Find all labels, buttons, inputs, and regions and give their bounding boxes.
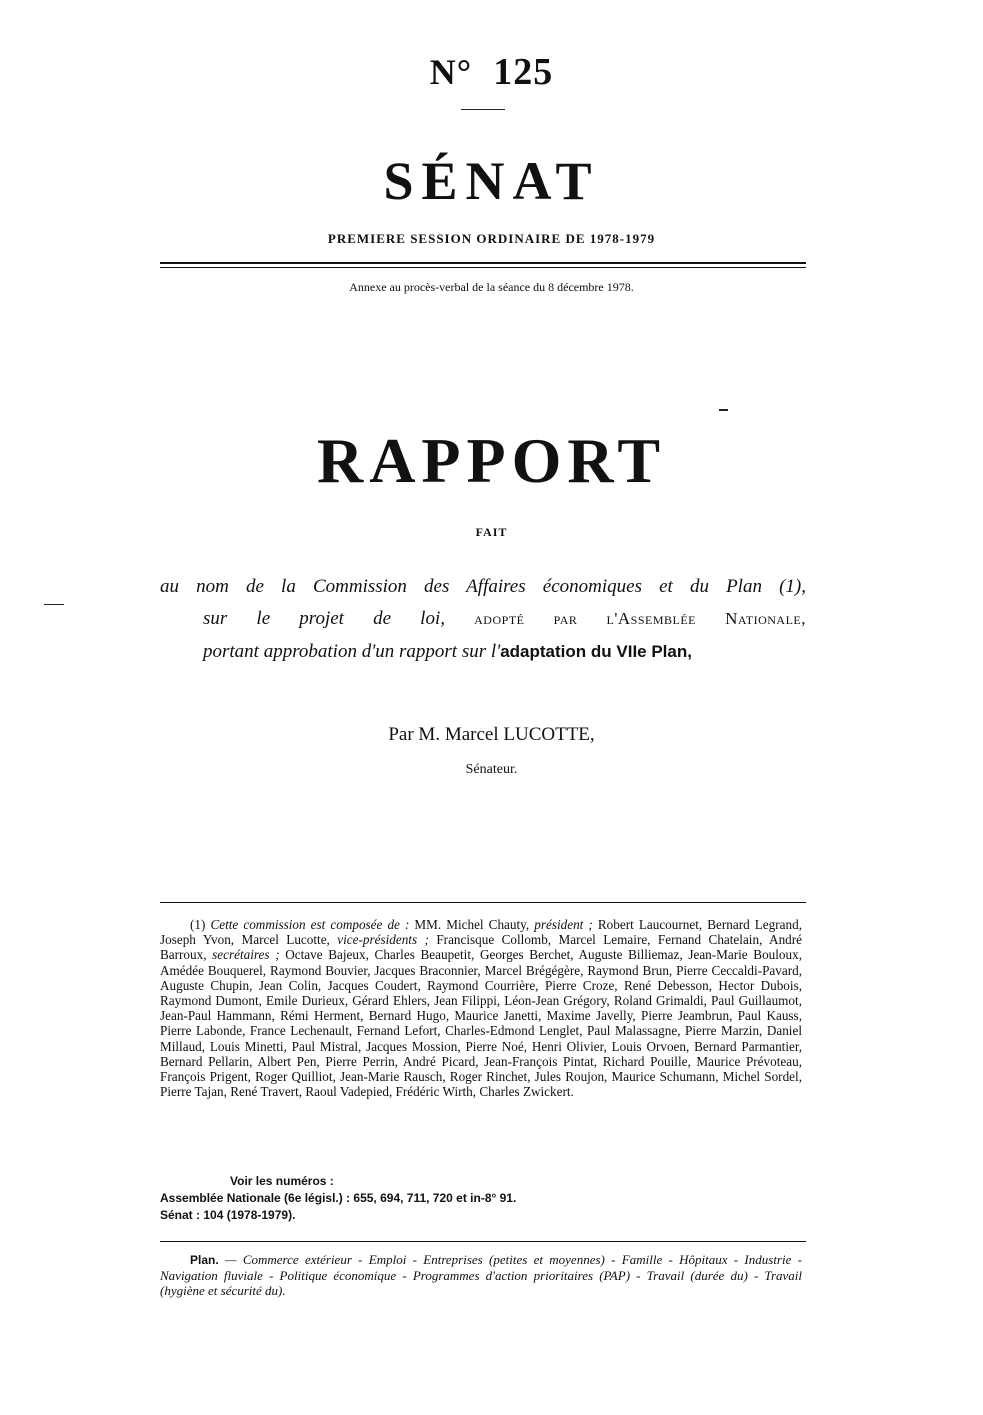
plan-rule bbox=[160, 1241, 806, 1242]
plan-keywords bbox=[160, 1252, 802, 1298]
number-value: 125 bbox=[493, 51, 554, 93]
header-rule-thin bbox=[160, 267, 806, 268]
number-prefix: N° bbox=[429, 52, 473, 92]
see-assemblee: Assemblée Nationale (6e législ.) : 655, 694, 711, 720 et in-8° 91. bbox=[160, 1191, 517, 1205]
bill-line-intro: sur le projet de loi, bbox=[203, 608, 475, 629]
annexe-line: Annexe au procès-verbal de la séance du 8 décembre 1978. bbox=[349, 280, 634, 294]
stray-mark bbox=[44, 604, 64, 605]
subject-line-topic: adaptation du VIIe Plan, bbox=[500, 642, 692, 661]
author-name: Par M. Marcel LUCOTTE, bbox=[388, 724, 595, 745]
header-rule-thick bbox=[160, 262, 806, 264]
footnote-rule bbox=[160, 902, 806, 903]
footnote-secretary-role: secrétaires ; bbox=[212, 947, 280, 963]
author-title: Sénateur. bbox=[465, 762, 518, 777]
footnote-intro: Cette commission est composée de : bbox=[210, 917, 410, 932]
stray-mark bbox=[719, 409, 728, 411]
footnote-president-name: MM. Michel Chauty, bbox=[414, 917, 530, 932]
number-underline bbox=[461, 109, 505, 110]
bill-line-adopted: adopté par l'Assemblée Nationale, bbox=[474, 609, 807, 628]
bill-line bbox=[203, 608, 806, 630]
footnote-members: Octave Bajeux, Charles Beaupetit, Georges Berchet, Auguste Billiemaz, Jean-Marie Bouloux, Amédée Bouquerel, Raymond Bouvier, Jacques Braconnier, Marcel Brégégère, Raymond Brun, Pierre Ceccaldi-Pavard, Auguste Chupin, Jean Colin, Jacques Coudert, Raymond Courrière, Pierre Croze, René Debesson, Hector Dubois, Raymond Dumont, Emile Durieux, Gérard Ehlers, Jean Filippi, Léon-Jean Grégory, Roland Grimaldi, Paul Guillaumot, Jean-Paul Hammann, Rémi Herment, Bernard Hugo, Maurice Janetti, Maxime Javelly, Pierre Jeambrun, Paul Kauss, Pierre Labonde, France Lechenault, Fernand Lefort, Charles-Edmond Lenglet, Paul Malassagne, Pierre Marzin, Daniel Millaud, Louis Minetti, Paul Mistral, Jacques Mossion, Pierre Noé, Henri Olivier, Louis Orvoen, Bernard Parmantier, Bernard Pellarin, Albert Pen, Pierre Perrin, André Picard, Jean-François Pintat, Richard Pouille, Maurice Prévoteau, François Prigent, Roger Quilliot, Jean-Marie Rausch, Roger Rinchet, Jules Roujon, Maurice Schumann, Michel Sordel, Pierre Tajan, René Travert, Raoul Vadepied, Frédéric Wirth, Charles Zwickert. bbox=[160, 947, 803, 1100]
footnote-vice-role: vice-présidents ; bbox=[337, 932, 429, 948]
subject-line bbox=[203, 641, 692, 663]
see-senat: Sénat : 104 (1978-1979). bbox=[160, 1208, 296, 1222]
footnote-president-role: président ; bbox=[534, 917, 593, 932]
commission-line: au nom de la Commission des Affaires économiques et du Plan (1), bbox=[160, 576, 806, 597]
report-title: RAPPORT bbox=[316, 425, 667, 496]
fait-label: FAIT bbox=[475, 525, 508, 539]
footnote-vice-names: Robert Laucournet, Bernard Legrand, Joseph Yvon, Marcel Lucotte, bbox=[160, 917, 802, 948]
see-numbers bbox=[160, 1173, 516, 1224]
footnote-secretary-names: Francisque Collomb, Marcel Lemaire, Fernand Chatelain, André Barroux, bbox=[160, 932, 803, 963]
document-number bbox=[0, 50, 983, 94]
see-numbers-heading: Voir les numéros : bbox=[230, 1174, 334, 1188]
subject-line-intro: portant approbation d'un rapport sur l' bbox=[203, 641, 501, 662]
footnote bbox=[160, 917, 802, 1099]
footnote-marker: (1) bbox=[190, 917, 206, 932]
chamber-title: SÉNAT bbox=[383, 151, 600, 211]
plan-label: Plan. bbox=[190, 1253, 219, 1267]
plan-text: — Commerce extérieur - Emploi - Entreprises (petites et moyennes) - Famille - Hôpitaux - Industrie - Navigation fluviale - Politique économique - Programmes d'action prioritaires (PAP) - Travail (durée du) - Travail (hygiène et sécurité du). bbox=[160, 1252, 802, 1298]
session-line: PREMIERE SESSION ORDINAIRE DE 1978-1979 bbox=[327, 231, 656, 246]
